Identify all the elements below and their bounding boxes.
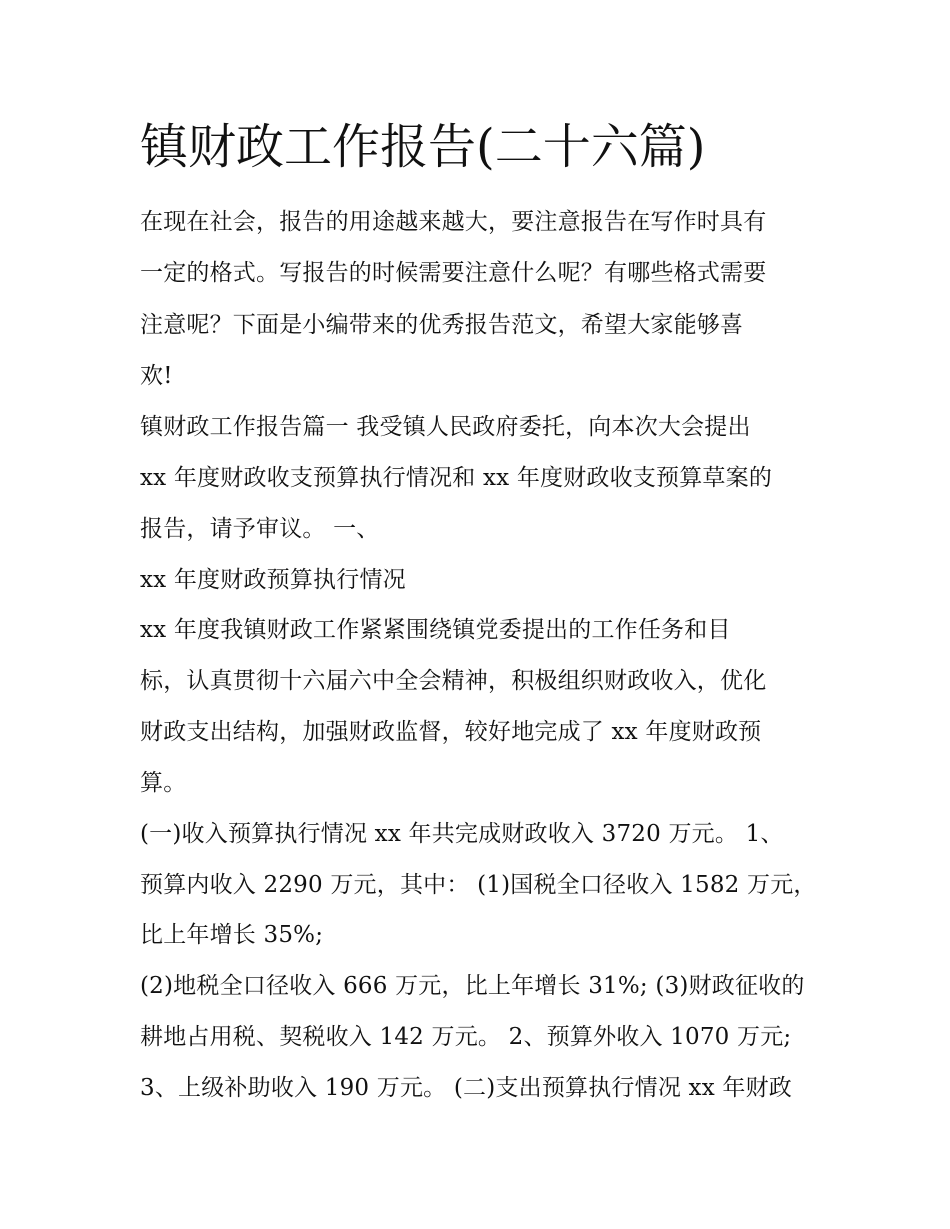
- paragraph-line: xx 年度财政预算执行情况: [140, 567, 406, 593]
- paragraph-line: 报告，请予审议。 一、: [140, 516, 380, 542]
- paragraph-line: 3、上级补助收入 190 万元。 (二)支出预算执行情况 xx 年财政: [140, 1075, 792, 1101]
- paragraph-line: 算。: [140, 770, 187, 796]
- paragraph-line: 注意呢？下面是小编带来的优秀报告范文，希望大家能够喜: [140, 312, 744, 338]
- document-title: 镇财政工作报告(二十六篇): [140, 119, 706, 175]
- paragraph-line: (一)收入预算执行情况 xx 年共完成财政收入 3720 万元。 1、: [140, 821, 784, 847]
- paragraph-line: 比上年增长 35%;: [140, 922, 324, 948]
- paragraph-line: 财政支出结构，加强财政监督，较好地完成了 xx 年度财政预: [140, 719, 762, 745]
- paragraph-line: 耕地占用税、契税收入 142 万元。 2、预算外收入 1070 万元;: [140, 1024, 792, 1050]
- paragraph-line: (2)地税全口径收入 666 万元，比上年增长 31%; (3)财政征收的: [140, 973, 805, 999]
- paragraph-line: 镇财政工作报告篇一 我受镇人民政府委托，向本次大会提出: [140, 414, 751, 440]
- paragraph-line: 预算内收入 2290 万元，其中： (1)国税全口径收入 1582 万元，: [140, 872, 817, 898]
- paragraph-line: xx 年度财政收支预算执行情况和 xx 年度财政收支预算草案的: [140, 465, 773, 491]
- paragraph-line: 在现在社会，报告的用途越来越大，要注意报告在写作时具有: [140, 209, 767, 235]
- paragraph-line: 欢!: [140, 363, 173, 389]
- paragraph-line: xx 年度我镇财政工作紧紧围绕镇党委提出的工作任务和目: [140, 617, 731, 643]
- paragraph-line: 一定的格式。写报告的时候需要注意什么呢？有哪些格式需要: [140, 260, 767, 286]
- paragraph-line: 标，认真贯彻十六届六中全会精神，积极组织财政收入，优化: [140, 668, 767, 694]
